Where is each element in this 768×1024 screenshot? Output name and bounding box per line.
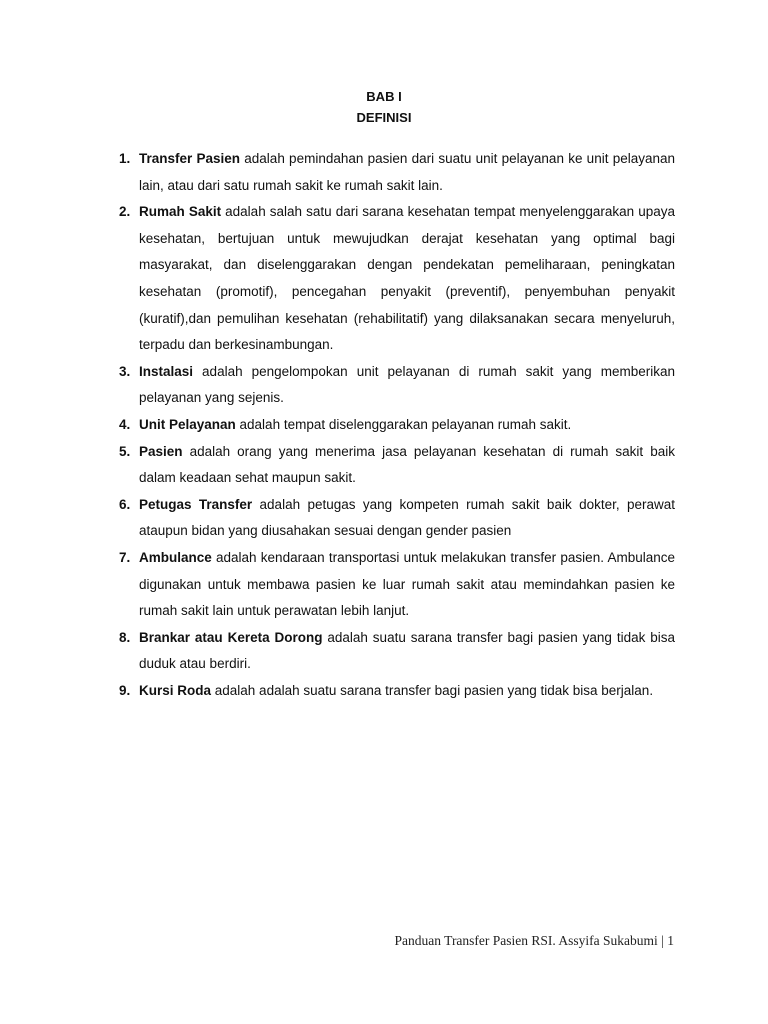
- definition-term: Rumah Sakit: [139, 204, 222, 220]
- definition-number: 9.: [119, 682, 131, 698]
- definition-text: adalah pemindahan pasien dari suatu unit pelayanan ke unit pelayanan lain, atau dari satu rumah sakit ke rumah sakit lain.: [139, 151, 675, 193]
- definition-term: Brankar atau Kereta Dorong: [139, 629, 323, 645]
- definition-text: adalah salah satu dari sarana kesehatan tempat menyelenggarakan upaya kesehatan, bertujuan untuk mewujudkan derajat kesehatan yang optimal bagi masyarakat, dan diselenggarakan dengan pendekatan pemeliharaan, peningkatan kesehatan (promotif), pencegahan penyakit (preventif), penyembuhan penyakit (kuratif),dan pemulihan kesehatan (rehabilitatif) yang dilaksanakan secara menyeluruh, terpadu dan berkesinambungan.: [139, 204, 675, 353]
- definition-term: Pasien: [139, 443, 183, 459]
- definition-number: 8.: [119, 629, 131, 645]
- page-footer: Panduan Transfer Pasien RSI. Assyifa Sukabumi | 1: [394, 933, 674, 948]
- section-title: DEFINISI: [356, 110, 412, 125]
- definition-number: 7.: [119, 549, 131, 565]
- definition-text: adalah pengelompokan unit pelayanan di rumah sakit yang memberikan pelayanan yang sejenis.: [139, 363, 675, 406]
- definition-item: [119, 199, 675, 359]
- definition-number: 5.: [119, 443, 131, 459]
- definition-term: Ambulance: [139, 549, 212, 565]
- definition-item: [119, 412, 675, 439]
- definition-text: adalah orang yang menerima jasa pelayanan kesehatan di rumah sakit baik dalam keadaan sehat maupun sakit.: [139, 443, 675, 486]
- definition-text: adalah tempat diselenggarakan pelayanan rumah sakit.: [235, 416, 572, 432]
- definition-item: [119, 146, 675, 199]
- definition-term: Petugas Transfer: [139, 496, 253, 512]
- definition-item: [119, 625, 675, 678]
- chapter-heading: BAB I: [366, 89, 402, 104]
- definition-item: [119, 439, 675, 492]
- definition-number: 2.: [119, 204, 131, 220]
- definition-item: [119, 545, 675, 625]
- definition-term: Transfer Pasien: [139, 151, 241, 166]
- definition-text: adalah adalah suatu sarana transfer bagi pasien yang tidak bisa berjalan.: [211, 682, 654, 698]
- definition-text: adalah kendaraan transportasi untuk melakukan transfer pasien. Ambulance digunakan untuk membawa pasien ke luar rumah sakit atau memindahkan pasien ke rumah sakit lain untuk perawatan lebih lanjut.: [139, 549, 675, 619]
- definition-number: 3.: [119, 363, 131, 379]
- definition-term: Kursi Roda: [139, 682, 212, 698]
- definition-number: 1.: [119, 151, 131, 166]
- definition-number: 6.: [119, 496, 131, 512]
- definition-term: Unit Pelayanan: [139, 416, 236, 432]
- definition-term: Instalasi: [139, 363, 194, 379]
- definition-list: [119, 146, 675, 704]
- definition-item: [119, 678, 675, 705]
- definition-item: [119, 359, 675, 412]
- definition-number: 4.: [119, 416, 131, 432]
- definition-text: adalah petugas yang kompeten rumah sakit baik dokter, perawat ataupun bidan yang diusahakan sesuai dengan gender pasien: [139, 496, 675, 539]
- definition-item: [119, 492, 675, 545]
- definition-text: adalah suatu sarana transfer bagi pasien yang tidak bisa duduk atau berdiri.: [139, 629, 675, 672]
